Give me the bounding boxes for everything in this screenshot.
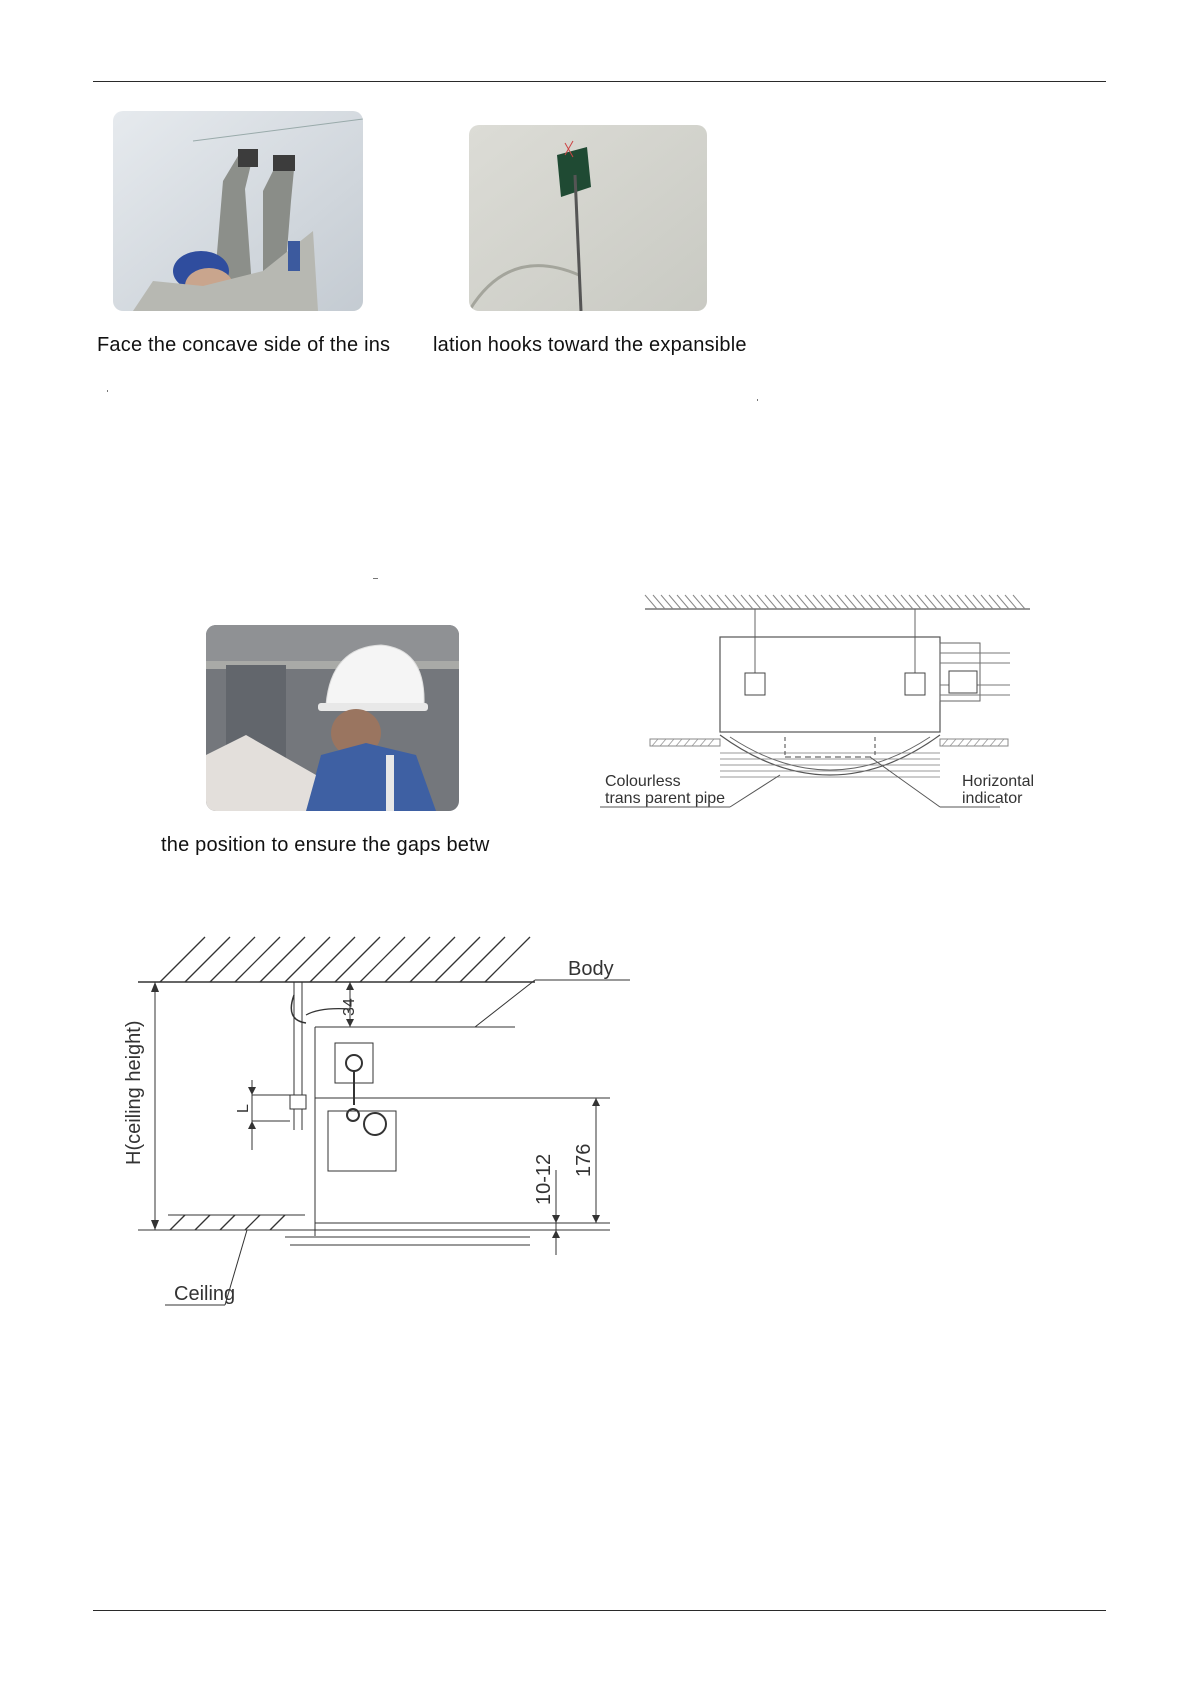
level-indicator-diagram [590, 585, 1050, 825]
label-ceiling: Ceiling [174, 1283, 236, 1305]
ceiling-section-diagram [110, 925, 690, 1320]
ceiling-hook-photo [469, 125, 707, 311]
scan-speck [107, 390, 108, 392]
label-ceiling-height: H(ceiling height) [123, 1020, 145, 1165]
level-check-photo [206, 625, 459, 811]
header-rule [93, 81, 1106, 82]
hooks-caption-part2: lation hooks toward the expansible [433, 334, 747, 356]
label-colourless: Colourless [605, 773, 681, 790]
label-body: Body [568, 958, 614, 980]
dim-176: 176 [573, 1143, 595, 1177]
hooks-caption-part1: Face the concave side of the ins [97, 334, 391, 356]
scan-speck [373, 578, 378, 579]
label-transparent-pipe: trans parent pipe [605, 790, 726, 807]
footer-rule [93, 1610, 1106, 1611]
label-horizontal: Horizontal [962, 773, 1035, 790]
dim-L: L [235, 1104, 252, 1113]
scan-speck [757, 399, 758, 401]
installer-ceiling-photo [113, 111, 363, 311]
level-caption: the position to ensure the gaps betw [161, 834, 490, 856]
label-indicator: indicator [962, 790, 1023, 807]
dim-34: 34 [341, 998, 358, 1016]
dim-10-12: 10-12 [533, 1153, 555, 1205]
